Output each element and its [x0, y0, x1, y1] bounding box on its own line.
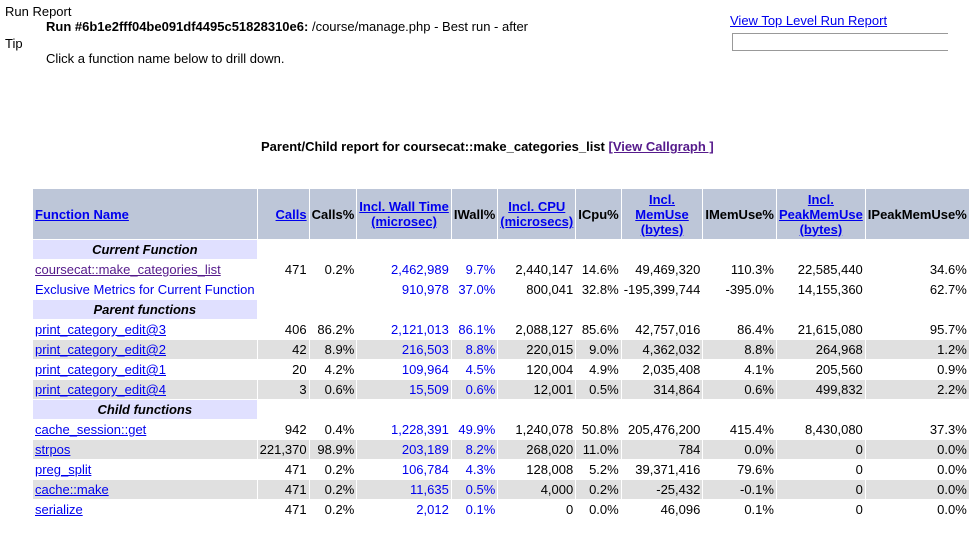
cell-cpu-pct: 14.6% — [576, 260, 620, 279]
cell-cpu: 2,088,127 — [498, 320, 575, 339]
cell-wall-pct: 0.5% — [452, 480, 497, 499]
col-incl-cpu-line2: (microsecs) — [500, 214, 574, 229]
cell-cpu: 4,000 — [498, 480, 575, 499]
function-link[interactable]: serialize — [35, 502, 83, 517]
cell-mem: -195,399,744 — [623, 282, 701, 297]
cell-calls: 471 — [258, 460, 309, 479]
cell-cpu-pct: 0.2% — [576, 480, 620, 499]
function-search-input[interactable] — [732, 33, 948, 51]
tip-text: Click a function name below to drill down. — [46, 51, 285, 66]
child-function-row — [33, 440, 969, 459]
cell-wall-pct: 4.5% — [452, 360, 497, 379]
col-function-name[interactable] — [33, 189, 257, 239]
cell-peak-pct: 0.0% — [866, 500, 969, 519]
cell-peak-pct: 34.6% — [866, 260, 969, 279]
sort-function-name-link[interactable]: Function Name — [35, 206, 129, 222]
cell-peak-pct: 0.0% — [866, 480, 969, 499]
cell-calls-pct: 8.9% — [310, 340, 357, 359]
cell-peak-pct: 62.7% — [866, 280, 969, 299]
cell-calls-pct — [310, 280, 357, 299]
child-function-row — [33, 420, 969, 439]
col-incl-wall-line2: (microsec) — [371, 214, 437, 229]
cell-mem: -25,432 — [622, 480, 703, 499]
cell-wall: 106,784 — [357, 460, 451, 479]
function-link[interactable]: print_category_edit@3 — [35, 322, 166, 337]
cell-mem-pct: 0.0% — [703, 440, 776, 459]
function-link[interactable]: strpos — [35, 442, 71, 457]
cell-peak-pct: 0.0% — [866, 460, 969, 479]
cell-peak: 14,155,360 — [777, 280, 865, 299]
cell-cpu-pct: 11.0% — [576, 440, 620, 459]
report-title — [261, 139, 714, 154]
cell-calls-pct: 86.2% — [310, 320, 357, 339]
cell-mem: 46,096 — [622, 500, 703, 519]
section-spacer — [258, 300, 969, 319]
cell-peak: 264,968 — [777, 340, 865, 359]
child-rows — [33, 420, 969, 519]
cell-wall: 1,228,391 — [357, 420, 451, 439]
section-spacer — [258, 400, 969, 419]
cell-mem: 49,469,320 — [622, 260, 703, 279]
cell-cpu-pct: 5.2% — [576, 460, 620, 479]
col-incl-mem-line1: Incl. — [649, 191, 676, 207]
cell-calls-pct: 0.4% — [310, 420, 357, 439]
cell-wall: 203,189 — [357, 440, 451, 459]
cell-cpu-pct: 0.5% — [576, 380, 620, 399]
cell-wall-pct: 0.1% — [452, 500, 497, 519]
sort-cpu-link[interactable] — [500, 199, 573, 229]
col-incl-peakmemuse[interactable] — [777, 189, 865, 239]
parent-child-table — [32, 188, 970, 520]
col-calls-pct: Calls% — [310, 189, 357, 239]
parent-rows — [33, 320, 969, 399]
cell-calls-pct: 4.2% — [310, 360, 357, 379]
col-incl-wall-line1: Incl. Wall Time — [359, 199, 449, 214]
current-function-cell[interactable] — [33, 260, 257, 279]
run-report-label: Run Report — [5, 4, 72, 19]
cell-mem-pct: -0.1% — [703, 480, 776, 499]
table-header-row — [33, 189, 969, 239]
col-incl-peak-line2: PeakMemUse — [778, 206, 863, 222]
cell-wall-pct: 9.7% — [452, 260, 497, 279]
parent-function-row — [33, 380, 969, 399]
cell-calls-pct: 0.2% — [310, 460, 357, 479]
function-name-cell[interactable] — [33, 340, 257, 359]
cell-peak: 205,560 — [777, 360, 865, 379]
cell-mem-pct: 79.6% — [703, 460, 776, 479]
sort-peakmemuse-link[interactable] — [779, 192, 863, 237]
sort-memuse-link[interactable] — [635, 192, 688, 237]
cell-wall: 15,509 — [357, 380, 451, 399]
cell-cpu: 800,041 — [498, 280, 575, 299]
cell-wall: 2,121,013 — [357, 320, 451, 339]
function-link[interactable]: preg_split — [35, 462, 92, 477]
function-name-cell[interactable] — [33, 460, 257, 479]
sort-wall-link[interactable] — [359, 199, 449, 229]
cell-wall: 109,964 — [357, 360, 451, 379]
function-link[interactable]: print_category_edit@4 — [35, 382, 166, 397]
section-children-label: Child functions — [33, 400, 257, 419]
cell-peak: 0 — [777, 480, 865, 499]
run-info — [46, 19, 528, 34]
cell-cpu-pct: 0.0% — [576, 500, 620, 519]
cell-calls-pct: 0.6% — [310, 380, 357, 399]
function-name-cell[interactable] — [33, 480, 257, 499]
cell-calls-pct: 0.2% — [310, 500, 357, 519]
cell-mem-pct: 110.3% — [703, 260, 776, 279]
cell-calls — [258, 280, 309, 299]
cell-calls: 42 — [258, 340, 309, 359]
view-callgraph-link[interactable]: [View Callgraph ] — [608, 139, 714, 154]
cell-mem: 4,362,032 — [622, 340, 703, 359]
cell-wall-pct: 4.3% — [452, 460, 497, 479]
cell-cpu-pct: 9.0% — [576, 340, 620, 359]
function-name-cell[interactable] — [33, 440, 257, 459]
section-row-children — [33, 400, 969, 419]
cell-mem-pct: 4.1% — [703, 360, 776, 379]
cell-wall: 910,978 — [357, 280, 451, 299]
cell-calls: 942 — [258, 420, 309, 439]
cell-wall: 216,503 — [357, 340, 451, 359]
cell-mem: 205,476,200 — [622, 420, 703, 439]
col-incl-mem-line3: (bytes) — [640, 221, 684, 237]
cell-calls: 471 — [258, 500, 309, 519]
cell-peak: 0 — [777, 500, 865, 519]
child-function-row — [33, 500, 969, 519]
col-incl-wall[interactable] — [357, 189, 451, 239]
cell-cpu: 268,020 — [498, 440, 575, 459]
cell-calls: 471 — [258, 480, 309, 499]
cell-peak-pct: 0.0% — [866, 440, 969, 459]
cell-wall: 2,462,989 — [357, 260, 451, 279]
section-spacer — [258, 240, 969, 259]
exclusive-metrics-label: Exclusive Metrics for Current Function — [33, 280, 257, 299]
cell-calls-pct: 0.2% — [310, 260, 357, 279]
section-parents-label: Parent functions — [33, 300, 257, 319]
run-id: Run #6b1e2fff04be091df4495c51828310e6: — [46, 19, 309, 34]
col-imemuse-pct: IMemUse% — [703, 189, 776, 239]
cell-peak: 21,615,080 — [777, 320, 865, 339]
child-function-row — [33, 480, 969, 499]
cell-calls: 3 — [258, 380, 309, 399]
cell-cpu-pct: 50.8% — [576, 420, 620, 439]
function-name-cell[interactable] — [33, 380, 257, 399]
cell-wall-pct: 49.9% — [452, 420, 497, 439]
current-function-link[interactable]: coursecat::make_categories_list — [35, 262, 221, 277]
function-name-cell[interactable] — [33, 420, 257, 439]
cell-peak: 22,585,440 — [777, 260, 865, 279]
cell-mem: 39,371,416 — [622, 460, 703, 479]
cell-cpu-pct: 32.8% — [576, 280, 620, 299]
current-function-row — [33, 260, 969, 279]
function-name-cell[interactable] — [33, 320, 257, 339]
cell-wall-pct: 8.8% — [452, 340, 497, 359]
cell-peak: 499,832 — [777, 380, 865, 399]
sort-calls-link[interactable]: Calls — [275, 206, 307, 222]
cell-cpu: 120,004 — [498, 360, 575, 379]
cell-mem-pct: 0.6% — [703, 380, 776, 399]
cell-calls: 406 — [258, 320, 309, 339]
cell-peak: 0 — [777, 440, 865, 459]
cell-peak: 8,430,080 — [777, 420, 865, 439]
col-incl-peak-line3: (bytes) — [799, 221, 843, 237]
cell-calls: 221,370 — [259, 442, 307, 457]
cell-calls-pct: 98.9% — [310, 440, 357, 459]
cell-wall: 2,012 — [357, 500, 451, 519]
cell-cpu: 1,240,078 — [498, 420, 575, 439]
col-iwall-pct: IWall% — [452, 189, 497, 239]
cell-mem: 784 — [622, 440, 703, 459]
cell-cpu-pct: 4.9% — [576, 360, 620, 379]
cell-mem-pct: 415.4% — [703, 420, 776, 439]
cell-peak-pct: 2.2% — [866, 380, 969, 399]
cell-wall-pct: 86.1% — [452, 320, 497, 339]
top-level-report-link[interactable]: View Top Level Run Report — [730, 13, 888, 28]
cell-peak-pct: 37.3% — [866, 420, 969, 439]
col-incl-peak-line1: Incl. — [807, 191, 834, 207]
section-current-label: Current Function — [33, 240, 257, 259]
cell-mem-pct: 86.4% — [703, 320, 776, 339]
cell-peak-pct: 1.2% — [866, 340, 969, 359]
cell-wall-pct: 8.2% — [452, 440, 497, 459]
cell-peak-pct: 95.7% — [866, 320, 969, 339]
col-incl-mem-line2: MemUse — [635, 206, 689, 222]
run-detail: /course/manage.php - Best run - after — [308, 19, 529, 34]
col-ipeakmemuse-pct: IPeakMemUse% — [866, 189, 969, 239]
cell-wall-pct: 0.6% — [452, 380, 497, 399]
cell-wall: 11,635 — [357, 480, 451, 499]
cell-mem-pct: -395.0% — [703, 280, 776, 299]
cell-cpu: 220,015 — [498, 340, 575, 359]
function-link[interactable]: print_category_edit@1 — [35, 362, 166, 377]
function-link[interactable]: print_category_edit@2 — [35, 342, 166, 357]
function-name-cell[interactable] — [33, 360, 257, 379]
section-row-current — [33, 240, 969, 259]
cell-cpu: 128,008 — [498, 460, 575, 479]
exclusive-metrics-row — [33, 280, 969, 299]
cell-peak: 0 — [777, 460, 865, 479]
col-calls[interactable] — [258, 189, 309, 239]
cell-cpu: 12,001 — [498, 380, 575, 399]
cell-mem-pct: 0.1% — [703, 500, 776, 519]
cell-calls-pct: 0.2% — [310, 480, 357, 499]
col-incl-memuse[interactable] — [622, 189, 703, 239]
cell-mem: 42,757,016 — [622, 320, 703, 339]
cell-cpu: 0 — [498, 500, 575, 519]
cell-mem: 2,035,408 — [622, 360, 703, 379]
parent-function-row — [33, 320, 969, 339]
function-link[interactable]: cache_session::get — [35, 422, 147, 437]
cell-peak-pct: 0.9% — [866, 360, 969, 379]
col-icpu-pct: ICpu% — [576, 189, 620, 239]
section-row-parents — [33, 300, 969, 319]
cell-calls: 20 — [258, 360, 309, 379]
cell-cpu: 2,440,147 — [498, 260, 575, 279]
child-function-row — [33, 460, 969, 479]
cell-wall-pct: 37.0% — [452, 280, 497, 299]
cell-mem-pct: 8.8% — [703, 340, 776, 359]
col-incl-cpu[interactable] — [498, 189, 575, 239]
tip-label: Tip — [5, 36, 23, 51]
function-name-cell[interactable] — [33, 500, 257, 519]
report-title-text: Parent/Child report for coursecat::make_categories_list — [261, 139, 605, 154]
parent-function-row — [33, 340, 969, 359]
cell-mem: 314,864 — [622, 380, 703, 399]
col-incl-cpu-line1: Incl. CPU — [508, 199, 566, 214]
cell-calls: 471 — [258, 260, 309, 279]
cell-cpu-pct: 85.6% — [576, 320, 620, 339]
function-link[interactable]: cache::make — [35, 482, 109, 497]
parent-function-row — [33, 360, 969, 379]
